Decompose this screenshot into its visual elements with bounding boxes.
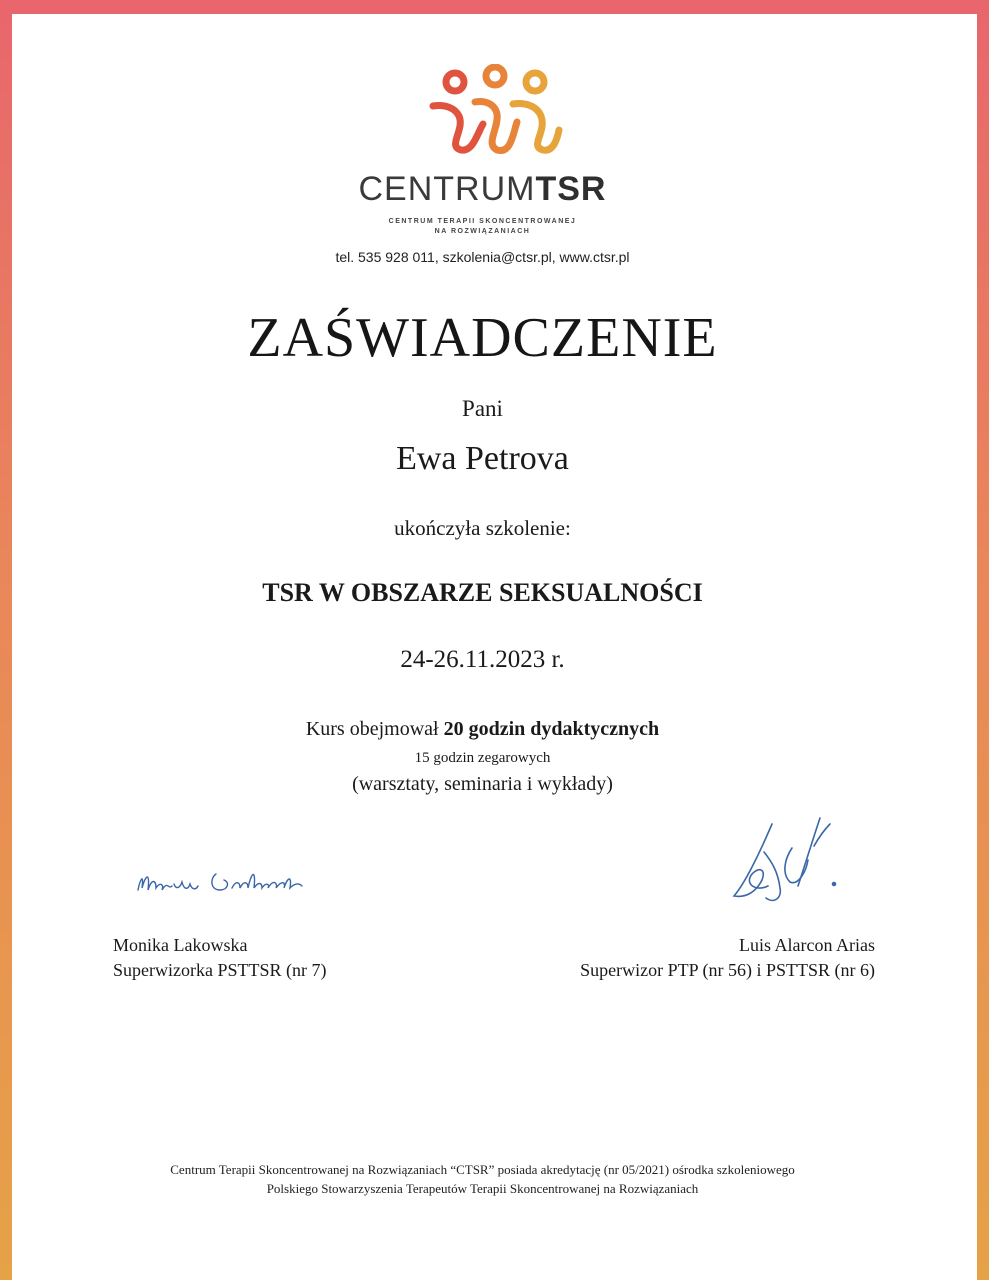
- right-signer-name: Luis Alarcon Arias: [739, 935, 875, 955]
- footer-line2: Polskiego Stowarzyszenia Terapeutów Terapii Skoncentrowanej na Rozwiązaniach: [266, 1181, 699, 1196]
- salutation: Pani: [462, 396, 503, 421]
- right-signer-role: Superwizor PTP (nr 56) i PSTTSR (nr 6): [580, 960, 875, 980]
- brand-name: CENTRUMTSR: [358, 170, 607, 208]
- recipient-name: Ewa Petrova: [396, 440, 569, 477]
- left-signature: [124, 860, 314, 906]
- footer-line1: Centrum Terapii Skoncentrowanej na Rozwiązaniach “CTSR” posiada akredytację (nr 05/2021) ośrodka szkoleniowego: [170, 1162, 795, 1177]
- course-forms: (warsztaty, seminaria i wykłady): [352, 773, 613, 795]
- accreditation-footer: [0, 1160, 977, 1198]
- completed-label: ukończyła szkolenie:: [394, 516, 571, 540]
- brand-subtitle-line1: CENTRUM TERAPII SKONCENTROWANEJ: [388, 218, 577, 225]
- contact-info: tel. 535 928 011, szkolenia@ctsr.pl, www.ctsr.pl: [335, 249, 630, 265]
- clock-hours: 15 godzin zegarowych: [414, 750, 551, 766]
- left-signer-role: Superwizorka PSTTSR (nr 7): [113, 960, 327, 980]
- brand-subtitle-line2: NA ROZWIĄZANIACH: [434, 228, 531, 235]
- course-hours: Kurs obejmował 20 godzin dydaktycznych: [305, 718, 660, 740]
- course-title: TSR W OBSZARZE SEKSUALNOŚCI: [262, 578, 703, 607]
- right-signer: [580, 933, 875, 983]
- right-signature: [716, 812, 846, 908]
- course-dates: 24-26.11.2023 r.: [400, 646, 565, 673]
- left-signer-name: Monika Lakowska: [113, 935, 248, 955]
- left-signer: [113, 933, 326, 983]
- people-logo-icon: [425, 64, 565, 160]
- certificate-title: ZAŚWIADCZENIE: [247, 307, 718, 369]
